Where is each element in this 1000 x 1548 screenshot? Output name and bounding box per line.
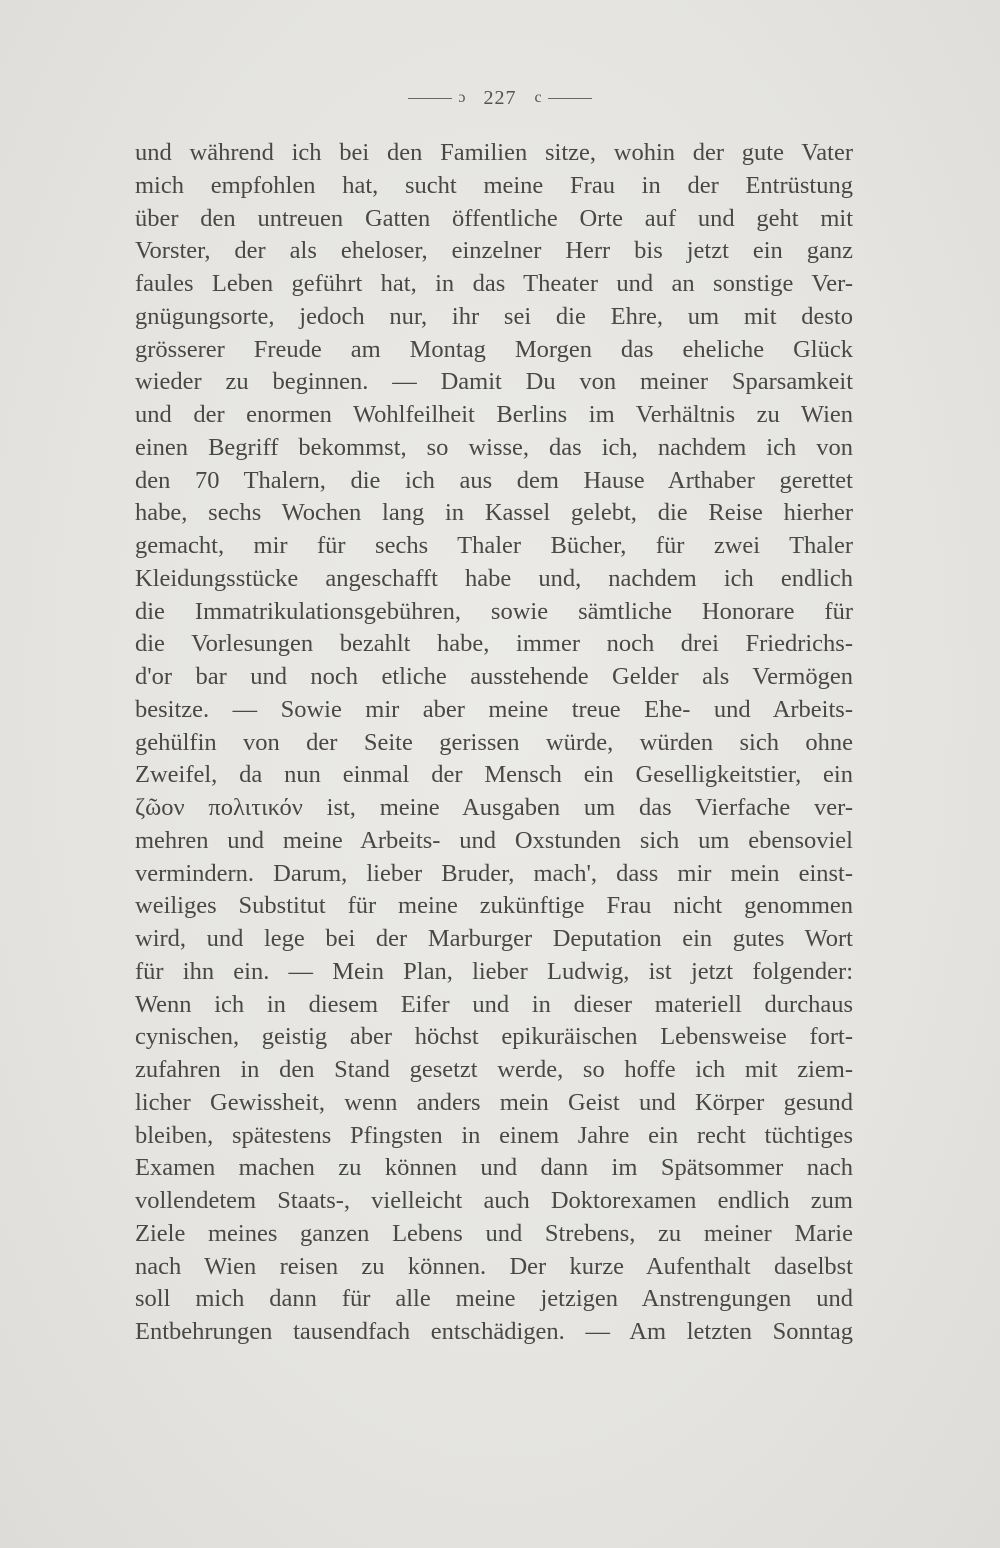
page-number: 227 xyxy=(483,86,517,109)
text-line: Ziele meines ganzen Lebens und Strebens, zu meiner Marie xyxy=(135,1219,853,1247)
header-ornament-left: ɔ xyxy=(458,89,466,106)
text-line: mehren und meine Arbeits- und Oxstunden sich um ebensoviel xyxy=(135,826,853,854)
text-line: wieder zu beginnen. — Damit Du von meiner Sparsamkeit xyxy=(135,368,853,396)
text-line: besitze. — Sowie mir aber meine treue Ehe- und Arbeits- xyxy=(135,695,853,723)
text-line: gnügungsorte, jedoch nur, ihr sei die Ehre, um mit desto xyxy=(135,302,853,330)
text-line: für ihn ein. — Mein Plan, lieber Ludwig, ist jetzt folgender: xyxy=(135,957,853,985)
text-line: vollendetem Staats-, vielleicht auch Doktorexamen endlich zum xyxy=(135,1187,853,1214)
text-line: die Vorlesungen bezahlt habe, immer noch drei Friedrichs- xyxy=(135,630,853,658)
text-line: mich empfohlen hat, sucht meine Frau in der Entrüstung xyxy=(135,171,853,199)
text-line: habe, sechs Wochen lang in Kassel gelebt, die Reise hierher xyxy=(135,499,853,527)
text-line: gehülfin von der Seite gerissen würde, würden sich ohne xyxy=(135,728,853,756)
text-line: nach Wien reisen zu können. Der kurze Aufenthalt daselbst xyxy=(135,1252,853,1280)
body-text xyxy=(135,137,853,1349)
text-line: Vorster, der als eheloser, einzelner Herr bis jetzt ein ganz xyxy=(135,237,853,265)
text-line: grösserer Freude am Montag Morgen das eheliche Glück xyxy=(135,335,853,363)
text-line: einen Begriff bekommst, so wisse, das ich, nachdem ich von xyxy=(135,433,853,461)
text-line: vermindern. Darum, lieber Bruder, mach', dass mir mein einst- xyxy=(135,859,853,887)
text-line: bleiben, spätestens Pfingsten in einem Jahre ein recht tüchtiges xyxy=(135,1121,853,1149)
text-line: und während ich bei den Familien sitze, wohin der gute Vater xyxy=(135,139,853,166)
text-line: Kleidungsstücke angeschafft habe und, nachdem ich endlich xyxy=(135,564,853,592)
text-line: licher Gewissheit, wenn anders mein Geist und Körper gesund xyxy=(135,1088,853,1116)
text-line: und der enormen Wohlfeilheit Berlins im Verhältnis zu Wien xyxy=(135,401,853,428)
page-header xyxy=(0,86,1000,110)
text-line: den 70 Thalern, die ich aus dem Hause Arthaber gerettet xyxy=(135,466,853,494)
text-line: Entbehrungen tausendfach entschädigen. — Am letzten Sonntag xyxy=(135,1318,853,1345)
text-line: soll mich dann für alle meine jetzigen Anstrengungen und xyxy=(135,1285,853,1313)
text-line: Zweifel, da nun einmal der Mensch ein Geselligkeitstier, ein xyxy=(135,761,853,789)
text-line: über den untreuen Gatten öffentliche Orte auf und geht mit xyxy=(135,204,853,232)
text-line: cynischen, geistig aber höchst epikuräischen Lebensweise fort- xyxy=(135,1023,853,1051)
text-line: die Immatrikulationsgebühren, sowie sämtliche Honorare für xyxy=(135,597,853,625)
header-ornament-right: c xyxy=(534,89,542,106)
text-line: Examen machen zu können und dann im Spätsommer nach xyxy=(135,1154,853,1182)
text-line: zufahren in den Stand gesetzt werde, so hoffe ich mit ziem- xyxy=(135,1056,853,1083)
header-rule-right xyxy=(548,98,592,99)
text-line: gemacht, mir für sechs Thaler Bücher, für zwei Thaler xyxy=(135,532,853,559)
text-line: faules Leben geführt hat, in das Theater und an sonstige Ver- xyxy=(135,270,853,297)
text-line: d'or bar und noch etliche ausstehende Gelder als Vermögen xyxy=(135,663,853,690)
text-line: ζῶον πολιτικόν ist, meine Ausgaben um das Vierfache ver- xyxy=(135,794,853,821)
text-line: weiliges Substitut für meine zukünftige Frau nicht genommen xyxy=(135,892,853,920)
text-line: wird, und lege bei der Marburger Deputation ein gutes Wort xyxy=(135,925,853,952)
text-line: Wenn ich in diesem Eifer und in dieser materiell durchaus xyxy=(135,990,853,1018)
header-rule-left xyxy=(408,98,452,99)
